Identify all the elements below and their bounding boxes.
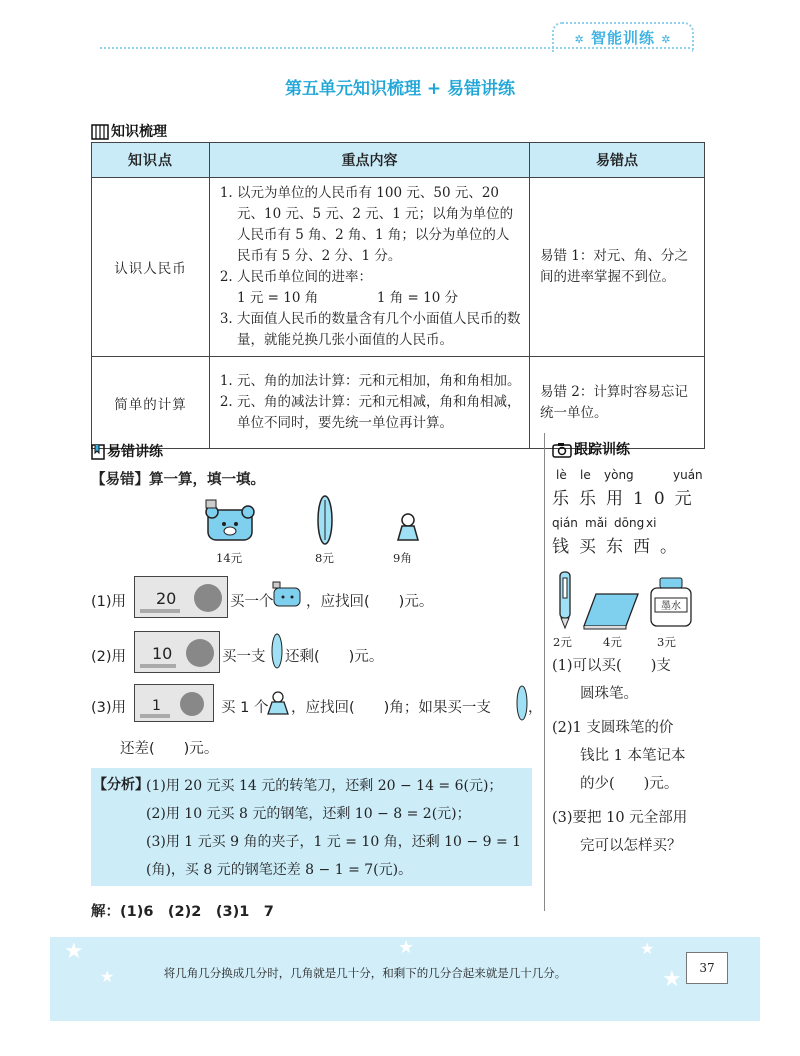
question-line: (2)1 支圆珠笔的价: [552, 720, 674, 736]
notebook-icon: [582, 592, 640, 630]
table-header: 知识点: [92, 143, 210, 178]
banknote-20-label: 20: [156, 589, 177, 608]
rate-yuan-jiao: 1 元 = 10 角: [237, 290, 319, 306]
item-price: 4元: [603, 635, 622, 649]
topic-cell: 认识人民币: [92, 178, 210, 357]
pinyin: yòng: [604, 468, 634, 482]
question-number: (1): [91, 594, 112, 610]
pencil-sharpener-icon: [202, 498, 262, 546]
question-text: 买 1 个: [221, 700, 269, 716]
header-divider: [100, 47, 690, 49]
question-text: 用: [111, 649, 127, 665]
pen-icon: [316, 494, 334, 550]
errors-heading: [91, 441, 163, 461]
table-row: [92, 178, 705, 357]
content-cell: [210, 357, 530, 449]
knowledge-heading: [91, 121, 167, 141]
sentence-line: 乐乐用10元: [552, 489, 702, 509]
question-2: [91, 645, 126, 666]
footer-tip: 将几角几分换成几分时，几角就是几十分，和剩下的几分合起来就是几十几分。: [163, 966, 567, 980]
footer-band: [50, 937, 760, 1021]
question-line: 的少( )元。: [580, 776, 679, 792]
table-header-row: [92, 143, 705, 178]
list-item: 1. 以元为单位的人民币有 100 元、50 元、20 元、10 元、5 元、2 元、1 元；以角为单位的人民币有 5 角、2 角、1 角；以分为单位的人民币有 5 分、2 分、1 分。: [237, 183, 522, 267]
follow-question-2: [552, 714, 685, 798]
star-icon: ★: [100, 967, 115, 986]
analysis-line: (2)用 10 元买 8 元的钢笔，还剩 10 − 8 = 2(元)；: [146, 806, 471, 822]
pen-icon: [270, 632, 284, 670]
answer: 解：(1)6 (2)2 (3)1 7: [91, 904, 274, 920]
question-text: ，应找回( )角；如果买一支: [291, 700, 491, 716]
question-line: (3)要把 10 元全部用: [552, 810, 688, 826]
ballpoint-pen-icon: [556, 570, 574, 630]
brand-label: 智能训练: [590, 29, 655, 47]
list-item: [237, 267, 522, 309]
analysis-box: [91, 768, 532, 886]
question-line: 完可以怎样买？: [580, 838, 682, 854]
star-icon: ✲: [661, 33, 672, 46]
item-price: 2元: [553, 635, 572, 649]
sentence-line: 钱买东西。: [552, 537, 687, 557]
knowledge-table: [91, 142, 705, 449]
column-divider: [544, 433, 545, 911]
item-price: 9角: [393, 551, 412, 565]
pinyin: dōng: [614, 516, 645, 530]
camera-icon: [552, 442, 572, 458]
pinyin: lè: [556, 468, 567, 482]
pen-icon: [515, 684, 529, 722]
star-icon: ★: [662, 967, 682, 992]
errors-heading-label: 易错讲练: [107, 444, 163, 460]
table-header: 重点内容: [210, 143, 530, 178]
analysis-line: (角)，买 8 元的钢笔还差 8 − 1 = 7(元)。: [146, 862, 413, 878]
ink-bottle-icon: [648, 576, 694, 628]
question-text: ，应找回( )元。: [306, 594, 434, 610]
question-text: 买一支: [222, 649, 266, 665]
knowledge-heading-label: 知识梳理: [111, 124, 167, 140]
book-icon: [91, 124, 109, 140]
question-number: (3): [91, 700, 112, 716]
clip-icon: [396, 512, 420, 542]
star-icon: ★: [64, 939, 84, 964]
pencil-sharpener-icon: [271, 580, 305, 610]
item-price: 14元: [216, 551, 243, 565]
question-text: 还差( )元。: [120, 741, 219, 757]
banknote-10-icon: [134, 631, 220, 673]
question-3: [91, 696, 126, 717]
table-header: 易错点: [530, 143, 705, 178]
follow-question-3: [552, 804, 687, 860]
list-item: 3. 大面值人民币的数量含有几个小面值人民币的数量，就能兑换几张小面值的人民币。: [237, 309, 522, 351]
banknote-1-label: 1: [152, 698, 161, 714]
question-line: 钱比 1 本笔记本: [580, 748, 686, 764]
follow-heading: [552, 439, 630, 459]
item-price: 3元: [657, 635, 676, 649]
content-cell: [210, 178, 530, 357]
star-icon: ★: [640, 939, 655, 958]
follow-question-1: [552, 652, 671, 708]
analysis-tag: 【分析】: [93, 777, 149, 793]
pinyin: mǎi: [585, 516, 608, 530]
question-1: [91, 590, 126, 611]
error-tag: 【易错】: [91, 472, 149, 488]
question-text: 用: [111, 594, 127, 610]
pinyin: yuán: [673, 468, 703, 482]
banknote-1-icon: [134, 684, 214, 722]
banknote-10-label: 10: [152, 644, 173, 663]
question-number: (2): [91, 649, 112, 665]
rate-jiao-fen: 1 角 = 10 分: [376, 290, 459, 306]
table-row: [92, 357, 705, 449]
question-text: 还剩( )元。: [285, 649, 384, 665]
page-title: 第五单元知识梳理 + 易错讲练: [284, 79, 516, 99]
star-icon: ★: [398, 937, 415, 958]
star-icon: ✲: [574, 33, 585, 46]
question-text: 用: [111, 700, 127, 716]
error-instruction: [91, 468, 265, 489]
error-cell: 易错 2：计算时容易忘记统一单位。: [530, 357, 705, 449]
pinyin: le: [580, 468, 591, 482]
question-line: (1)可以买( )支: [552, 658, 671, 674]
page-number: 37: [686, 952, 728, 984]
list-item-text: 人民币单位间的进率：: [237, 269, 372, 285]
pinyin: xi: [646, 516, 657, 530]
question-text: ，: [528, 700, 543, 716]
clip-icon: [266, 690, 290, 716]
list-item: 2. 元、角的减法计算：元和元相减，角和角相减，单位不同时，要先统一单位再计算。: [237, 392, 522, 434]
list-item: 1. 元、角的加法计算：元和元相加，角和角相加。: [237, 371, 522, 392]
question-text: 买一个: [230, 594, 274, 610]
banknote-20-icon: [134, 576, 228, 618]
question-line: 圆珠笔。: [580, 686, 638, 702]
analysis-line: (3)用 1 元买 9 角的夹子，1 元 = 10 角，还剩 10 − 9 = 1: [146, 834, 522, 850]
error-cell: 易错 1：对元、角、分之间的进率掌握不到位。: [530, 178, 705, 357]
instruction-text: 算一算，填一填。: [149, 472, 265, 488]
pinyin: qián: [552, 516, 578, 530]
topic-cell: 简单的计算: [92, 357, 210, 449]
bookmark-icon: [91, 444, 105, 460]
follow-heading-label: 跟踪训练: [574, 442, 630, 458]
item-price: 8元: [315, 551, 334, 565]
analysis-line: (1)用 20 元买 14 元的转笔刀，还剩 20 − 14 = 6(元)；: [146, 778, 503, 794]
ink-label: 墨水: [661, 601, 681, 612]
